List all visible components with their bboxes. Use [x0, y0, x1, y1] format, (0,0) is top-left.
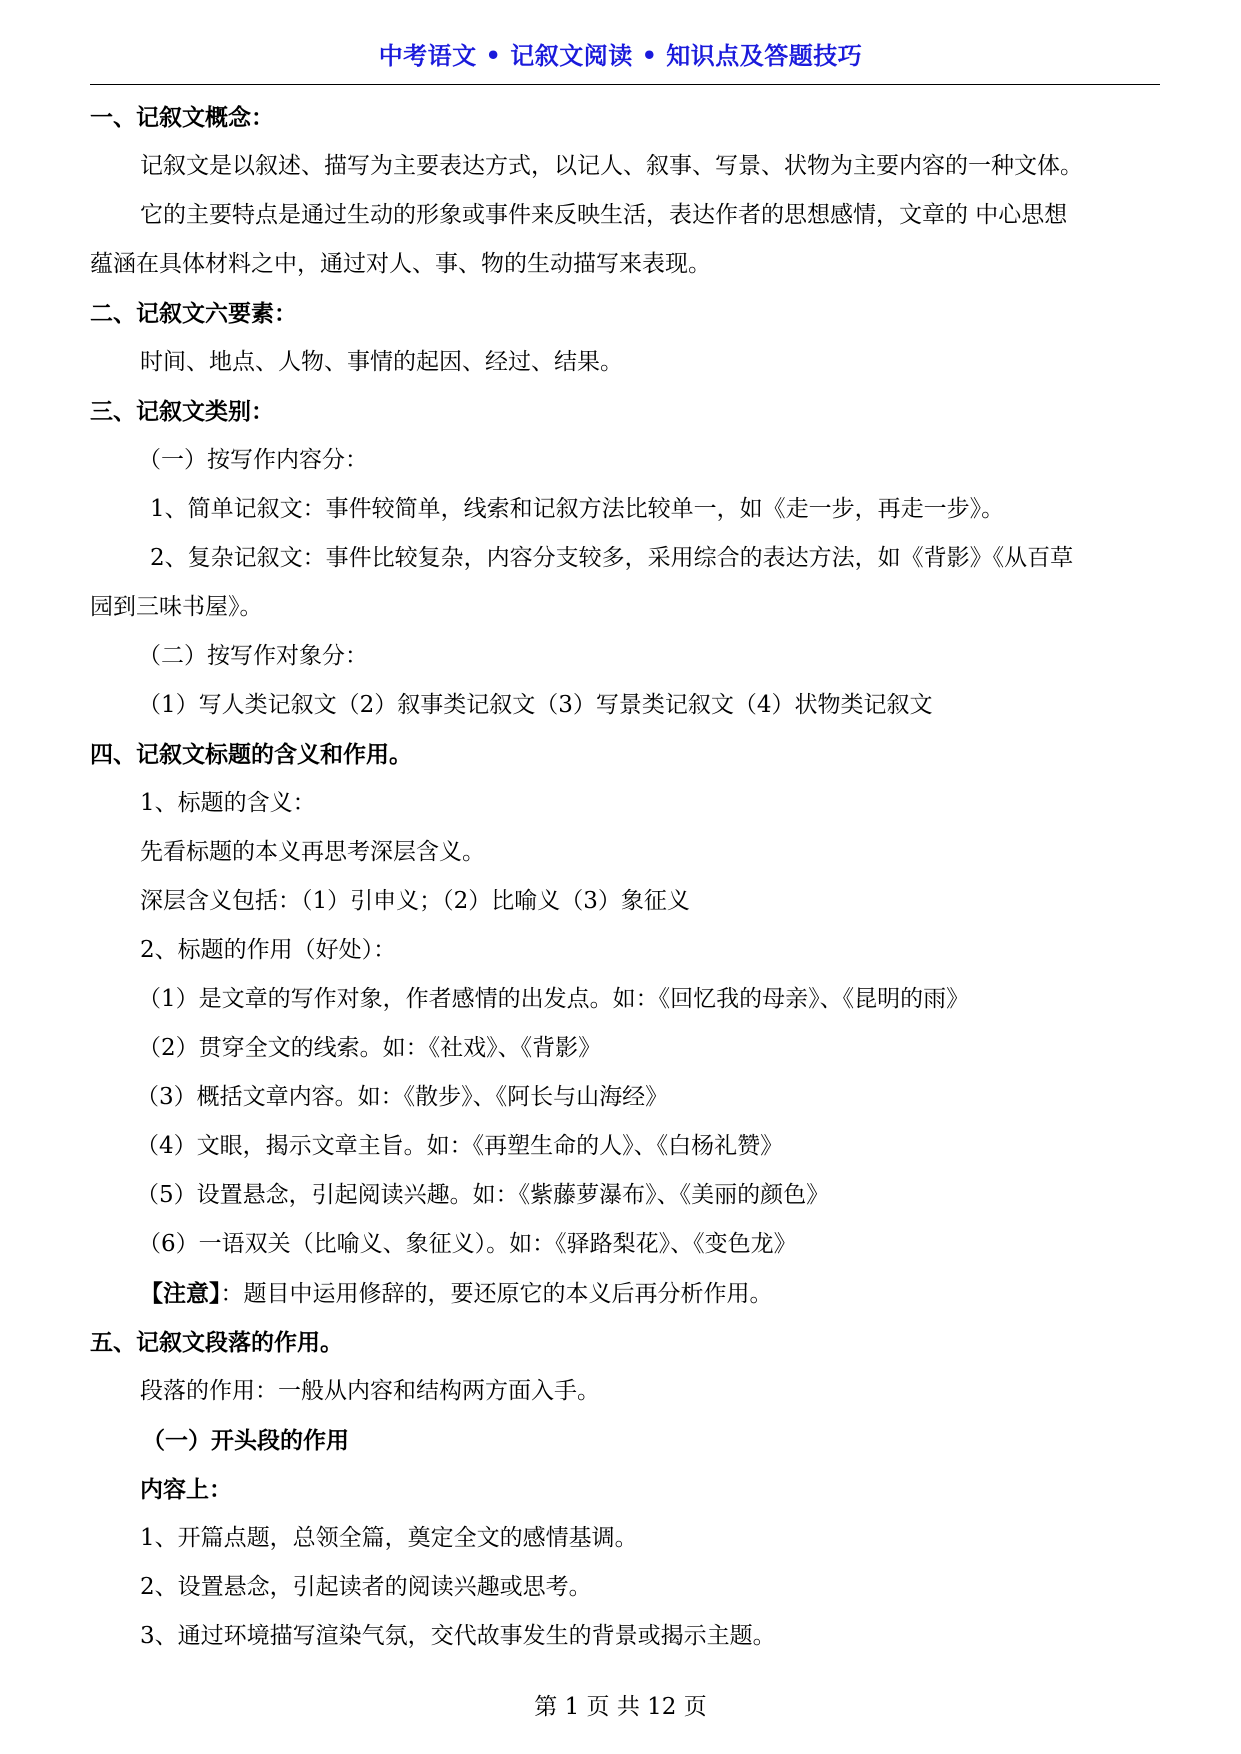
list-item: 2、设置悬念，引起读者的阅读兴趣或思考。 — [140, 1574, 592, 1600]
section-heading: 三、记叙文类别： — [90, 398, 274, 425]
list-item: （4）文眼，揭示文章主旨。如：《再塑生命的人》、《白杨礼赞》 — [136, 1133, 784, 1159]
section-heading: 五、记叙文段落的作用。 — [90, 1329, 343, 1356]
section-heading: 二、记叙文六要素： — [90, 300, 297, 327]
paragraph: 时间、地点、人物、事情的起因、经过、结果。 — [140, 349, 623, 375]
list-item: 1、简单记叙文：事件较简单，线索和记叙方法比较单一，如《走一步，再走一步》。 — [150, 496, 1005, 522]
list-item: （6）一语双关（比喻义、象征义）。如：《驿路梨花》、《变色龙》 — [138, 1231, 797, 1257]
subsection-heading: （一）开头段的作用 — [142, 1427, 349, 1454]
document-header-title: 中考语文 • 记叙文阅读 • 知识点及答题技巧 — [378, 41, 863, 70]
subsection-heading: （二）按写作对象分： — [138, 643, 368, 669]
list-item: 3、通过环境描写渲染气氛，交代故事发生的背景或揭示主题。 — [140, 1623, 776, 1649]
list-item: 1、开篇点题，总领全篇，奠定全文的感情基调。 — [140, 1525, 638, 1551]
page-number-footer: 第 1 页 共 12 页 — [534, 1694, 707, 1720]
list-item: 2、标题的作用（好处）： — [140, 937, 397, 963]
list-item: （1）写人类记叙文（2）叙事类记叙文（3）写景类记叙文（4）状物类记叙文 — [138, 692, 933, 718]
header-divider — [90, 84, 1160, 85]
list-item: 2、复杂记叙文：事件比较复杂，内容分支较多，采用综合的表达方法，如《背影》《从百草 — [150, 545, 1074, 571]
note-line — [90, 1269, 1160, 1318]
note-label: 【注意】 — [140, 1280, 221, 1307]
list-item: （1）是文章的写作对象，作者感情的出发点。如：《回忆我的母亲》、《昆明的雨》 — [138, 986, 970, 1012]
section-heading: 四、记叙文标题的含义和作用。 — [90, 741, 412, 768]
subsection-heading: （一）按写作内容分： — [138, 447, 368, 473]
document-body — [90, 93, 1160, 1661]
paragraph-continuation: 蕴涵在具体材料之中，通过对人、事、物的生动描写来表现。 — [90, 251, 711, 277]
list-item: （3）概括文章内容。如：《散步》、《阿长与山海经》 — [136, 1084, 669, 1110]
paragraph: 它的主要特点是通过生动的形象或事件来反映生活，表达作者的思想感情，文章的 中心思想 — [140, 202, 1068, 228]
content-label: 内容上： — [140, 1476, 232, 1503]
paragraph: 段落的作用：一般从内容和结构两方面入手。 — [140, 1378, 600, 1404]
list-item: （2）贯穿全文的线索。如：《社戏》、《背影》 — [138, 1035, 602, 1061]
section-heading: 一、记叙文概念： — [90, 104, 274, 131]
paragraph: 深层含义包括：（1）引申义；（2）比喻义（3）象征义 — [140, 888, 690, 914]
list-item: （5）设置悬念，引起阅读兴趣。如：《紫藤萝瀑布》、《美丽的颜色》 — [136, 1182, 830, 1208]
note-text: ：题目中运用修辞的，要还原它的本义后再分析作用。 — [220, 1281, 773, 1307]
list-item: 1、标题的含义： — [140, 790, 316, 816]
paragraph: 记叙文是以叙述、描写为主要表达方式，以记人、叙事、写景、状物为主要内容的一种文体。 — [140, 153, 1083, 179]
list-item-continuation: 园到三味书屋》。 — [90, 594, 263, 620]
paragraph: 先看标题的本义再思考深层含义。 — [140, 839, 485, 865]
